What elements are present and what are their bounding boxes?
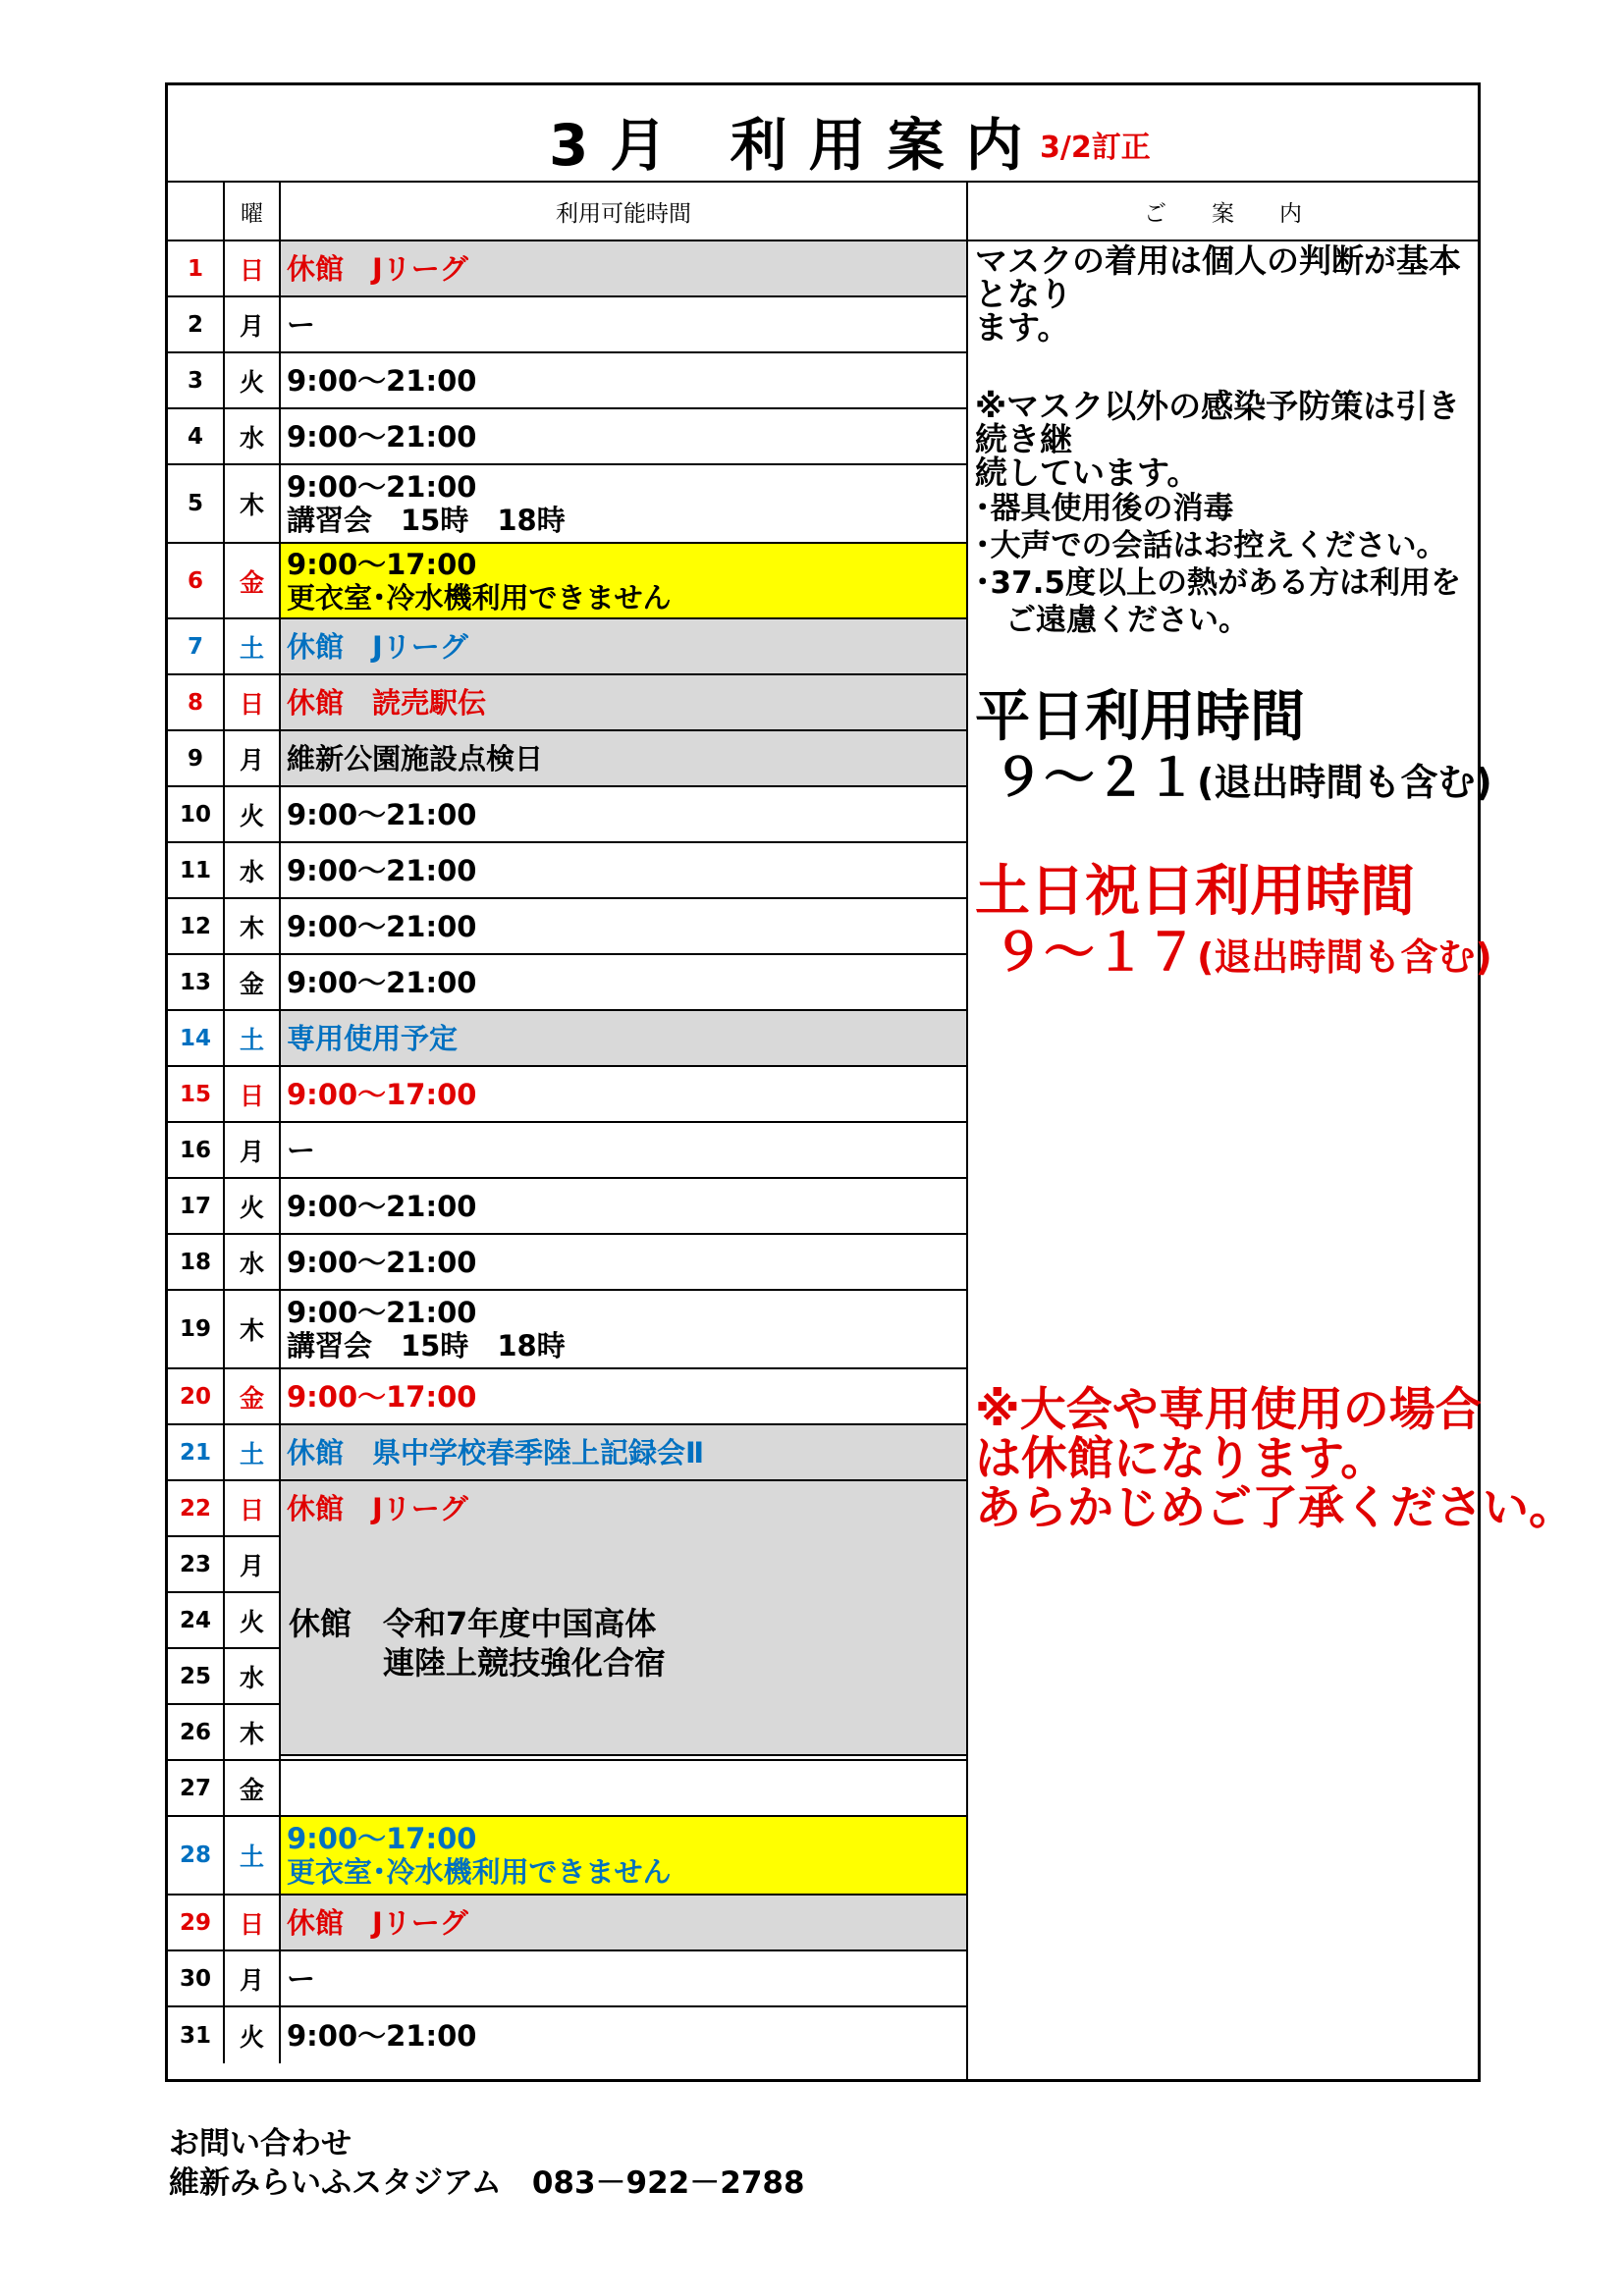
row-date: 25: [168, 1649, 225, 1703]
availability-line: 9:00～21:00: [287, 363, 477, 398]
schedule-row: [168, 1761, 966, 1817]
row-weekday: 月: [225, 1537, 281, 1591]
prevention-line-2: 続しています。: [975, 454, 1200, 492]
row-weekday: 日: [225, 1481, 281, 1535]
warning-line-2: は休館になります。: [975, 1432, 1387, 1486]
schedule-row: [168, 241, 966, 297]
row-date: 28: [168, 1817, 225, 1894]
row-weekday: 日: [225, 241, 281, 295]
table-header: [168, 183, 1478, 241]
row-availability: [281, 1481, 966, 1535]
row-weekday: 土: [225, 1425, 281, 1479]
availability-line: 休館 Jリーグ: [287, 1491, 468, 1525]
schedule-row: [168, 731, 966, 787]
header-time: 利用可能時間: [556, 200, 691, 227]
row-availability: [281, 675, 966, 729]
row-date: 19: [168, 1291, 225, 1367]
prevention-item: ･37.5度以上の熱がある方は利用を: [975, 565, 1461, 601]
weekend-hours-value: [975, 924, 1492, 987]
row-weekday: 金: [225, 544, 281, 617]
merged-line-2: 連陸上競技強化合宿: [289, 1644, 667, 1682]
schedule-row: [168, 409, 966, 465]
row-weekday: 木: [225, 465, 281, 542]
row-availability: [281, 1896, 966, 1949]
weekday-hours-title: 平日利用時間: [975, 685, 1305, 749]
row-date: 26: [168, 1705, 225, 1759]
contact-info: [169, 2124, 805, 2203]
row-date: 31: [168, 2007, 225, 2063]
schedule-row: [168, 1481, 966, 1537]
schedule-row: [168, 1235, 966, 1291]
prevention-notice: [975, 387, 1478, 492]
availability-line: 休館 Jリーグ: [287, 251, 468, 286]
row-weekday: 月: [225, 1951, 281, 2005]
row-date: 7: [168, 619, 225, 673]
schedule-row: [168, 1369, 966, 1425]
correction-note: 3/2訂正: [1040, 131, 1151, 165]
row-availability: [281, 955, 966, 1009]
weekday-hours-value: [975, 749, 1492, 812]
contact-label: お問い合わせ: [169, 2126, 352, 2162]
schedule-row: [168, 1123, 966, 1179]
guide-notes: [975, 241, 1492, 987]
row-date: 4: [168, 409, 225, 463]
row-weekday: 水: [225, 1649, 281, 1703]
weekday-hours-block: [975, 685, 1492, 812]
schedule-row: [168, 1425, 966, 1481]
column-divider: [966, 183, 968, 2079]
row-weekday: 土: [225, 1011, 281, 1065]
row-weekday: 金: [225, 955, 281, 1009]
availability-line: ー: [287, 1961, 316, 1996]
row-availability: [281, 409, 966, 463]
availability-line: 講習会 15時 18時: [287, 1329, 566, 1362]
contact-value: 維新みらいふスタジアム 083－922－2788: [169, 2165, 805, 2201]
availability-line: 9:00～21:00: [287, 797, 477, 831]
availability-line: 9:00～21:00: [287, 419, 477, 454]
prevention-line-1: ※マスク以外の感染予防策は引き続き継: [975, 387, 1461, 458]
row-date: 23: [168, 1537, 225, 1591]
availability-line: 9:00～21:00: [287, 1245, 477, 1279]
row-availability: [281, 2007, 966, 2063]
weekday-hours-range: ９～２１: [993, 749, 1198, 808]
availability-line: 更衣室･冷水機利用できません: [287, 580, 672, 614]
weekend-hours-title: 土日祝日利用時間: [975, 860, 1415, 924]
row-date: 11: [168, 843, 225, 897]
row-date: 29: [168, 1896, 225, 1949]
row-date: 1: [168, 241, 225, 295]
merged-closure-block: [281, 1532, 966, 1756]
schedule-row: [168, 955, 966, 1011]
row-date: 12: [168, 899, 225, 953]
schedule-row: [168, 899, 966, 955]
row-availability: [281, 899, 966, 953]
row-weekday: 日: [225, 1896, 281, 1949]
header-num: [168, 183, 225, 240]
row-weekday: 土: [225, 1817, 281, 1894]
weekend-hours-block: [975, 860, 1492, 987]
mask-notice: [975, 241, 1478, 347]
row-date: 13: [168, 955, 225, 1009]
closure-warning: [975, 1383, 1575, 1535]
availability-line: 9:00～17:00: [287, 1077, 477, 1111]
row-weekday: 火: [225, 1179, 281, 1233]
schedule-row: [168, 465, 966, 544]
schedule-row: [168, 1179, 966, 1235]
mask-notice-line-1: マスクの着用は個人の判断が基本となり: [975, 241, 1461, 313]
schedule-row: [168, 619, 966, 675]
header-guide: ご 案 内: [1144, 200, 1302, 227]
row-availability: [281, 465, 966, 542]
row-date: 21: [168, 1425, 225, 1479]
row-date: 27: [168, 1761, 225, 1815]
row-availability: [281, 1011, 966, 1065]
schedule-row: [168, 1067, 966, 1123]
schedule-row: [168, 1817, 966, 1896]
row-availability: [281, 1067, 966, 1121]
warning-line-3: あらかじめご了承ください。: [975, 1481, 1575, 1535]
row-date: 9: [168, 731, 225, 785]
availability-line: 9:00～21:00: [287, 1296, 477, 1329]
schedule-row: [168, 544, 966, 619]
header-day: 曜: [225, 183, 281, 240]
schedule-sheet: [165, 82, 1575, 2082]
row-date: 6: [168, 544, 225, 617]
row-availability: [281, 1235, 966, 1289]
availability-line: 9:00～21:00: [287, 853, 477, 887]
prevention-item: ･大声での会話はお控えください。: [975, 528, 1447, 563]
row-availability: [281, 1291, 966, 1367]
row-weekday: 火: [225, 787, 281, 841]
availability-line: 維新公園施設点検日: [287, 741, 544, 775]
row-weekday: 火: [225, 353, 281, 407]
row-availability: [281, 1123, 966, 1177]
schedule-row: [168, 297, 966, 353]
availability-line: 9:00～21:00: [287, 2018, 477, 2053]
availability-line: 専用使用予定: [287, 1021, 459, 1055]
prevention-item: ご遠慮ください。: [975, 603, 1249, 638]
row-availability: [281, 1369, 966, 1423]
schedule-row: [168, 2007, 966, 2063]
prevention-item: ･器具使用後の消毒: [975, 491, 1234, 526]
availability-line: 休館 Jリーグ: [287, 1905, 468, 1940]
availability-line: 休館 Jリーグ: [287, 629, 468, 664]
availability-line: 休館 読売駅伝: [287, 685, 487, 720]
row-weekday: 金: [225, 1369, 281, 1423]
schedule-row: [168, 843, 966, 899]
warning-line-1: ※大会や専用使用の場合: [975, 1383, 1482, 1437]
row-availability: [281, 1179, 966, 1233]
row-weekday: 木: [225, 1705, 281, 1759]
availability-line: 更衣室･冷水機利用できません: [287, 1855, 672, 1889]
availability-line: 9:00～21:00: [287, 965, 477, 999]
availability-line: 9:00～17:00: [287, 1379, 477, 1414]
row-weekday: 月: [225, 297, 281, 351]
schedule-row: [168, 1896, 966, 1951]
schedule-row: [168, 1951, 966, 2007]
row-weekday: 水: [225, 1235, 281, 1289]
row-weekday: 金: [225, 1761, 281, 1815]
row-weekday: 月: [225, 731, 281, 785]
row-date: 30: [168, 1951, 225, 2005]
row-availability: [281, 1425, 966, 1479]
schedule-row: [168, 1291, 966, 1369]
row-availability: [281, 241, 966, 295]
row-date: 16: [168, 1123, 225, 1177]
row-availability: [281, 544, 966, 617]
row-date: 3: [168, 353, 225, 407]
row-weekday: 水: [225, 409, 281, 463]
row-date: 24: [168, 1593, 225, 1647]
availability-line: 9:00～21:00: [287, 470, 477, 504]
mask-notice-line-2: ます。: [975, 308, 1070, 347]
row-date: 8: [168, 675, 225, 729]
availability-line: 9:00～21:00: [287, 1189, 477, 1223]
row-date: 10: [168, 787, 225, 841]
row-availability: [281, 353, 966, 407]
row-weekday: 日: [225, 1067, 281, 1121]
row-date: 22: [168, 1481, 225, 1535]
row-weekday: 木: [225, 1291, 281, 1367]
row-availability: [281, 619, 966, 673]
row-weekday: 火: [225, 2007, 281, 2063]
availability-line: 休館 県中学校春季陸上記録会Ⅱ: [287, 1435, 705, 1469]
schedule-row: [168, 353, 966, 409]
weekend-hours-range: ９～１７: [993, 924, 1198, 983]
row-date: 5: [168, 465, 225, 542]
row-availability: [281, 787, 966, 841]
row-weekday: 木: [225, 899, 281, 953]
row-availability: [281, 731, 966, 785]
availability-line: ー: [287, 307, 316, 342]
row-date: 15: [168, 1067, 225, 1121]
row-availability: [281, 297, 966, 351]
weekend-hours-note: (退出時間も含む): [1197, 935, 1492, 979]
row-date: 18: [168, 1235, 225, 1289]
row-weekday: 日: [225, 675, 281, 729]
row-availability: [281, 843, 966, 897]
row-date: 20: [168, 1369, 225, 1423]
availability-line: 9:00～17:00: [287, 1822, 477, 1855]
row-availability: [281, 1817, 966, 1894]
page-title: 3月 利用案内: [549, 112, 1045, 179]
availability-line: 9:00～21:00: [287, 909, 477, 943]
row-date: 17: [168, 1179, 225, 1233]
merged-line-1: 休館 令和7年度中国高体: [289, 1605, 657, 1642]
weekday-hours-note: (退出時間も含む): [1197, 761, 1492, 804]
title-row: [168, 85, 1478, 183]
row-date: 2: [168, 297, 225, 351]
schedule-row: [168, 787, 966, 843]
row-date: 14: [168, 1011, 225, 1065]
availability-line: 講習会 15時 18時: [287, 504, 566, 537]
row-weekday: 火: [225, 1593, 281, 1647]
row-weekday: 月: [225, 1123, 281, 1177]
availability-line: 9:00～17:00: [287, 547, 477, 581]
row-weekday: 土: [225, 619, 281, 673]
schedule-row: [168, 1011, 966, 1067]
row-weekday: 水: [225, 843, 281, 897]
schedule-row: [168, 675, 966, 731]
row-availability: [281, 1951, 966, 2005]
availability-line: ー: [287, 1133, 316, 1167]
